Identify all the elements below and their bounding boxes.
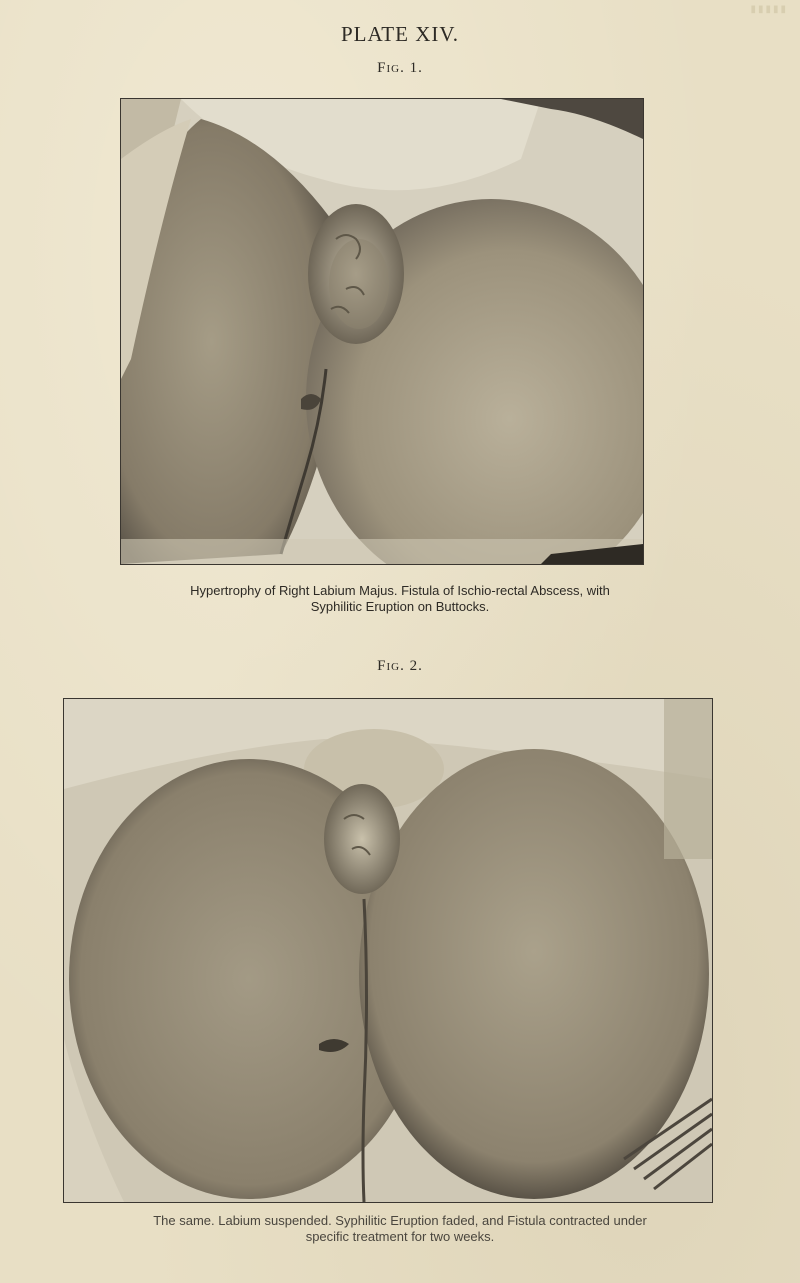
figure-2-caption-line-1: The same. Labium suspended. Syphilitic Eruption faded, and Fistula contracted under: [153, 1213, 647, 1228]
figure-2-label: Fig. 2.: [377, 658, 423, 674]
figure-1-caption: [0, 583, 800, 615]
figure-2-caption: [0, 1213, 800, 1245]
figure-1-caption-line-2: Syphilitic Eruption on Buttocks.: [310, 599, 490, 614]
figure-2-photograph: [63, 698, 713, 1203]
figure-2-caption-line-2: specific treatment for two weeks.: [305, 1229, 495, 1244]
figure-1-photo-render: [121, 99, 643, 564]
figure-1-photograph: [120, 98, 644, 565]
figure-1-caption-line-1: Hypertrophy of Right Labium Majus. Fistula of Ischio-rectal Abscess, with: [190, 583, 610, 598]
library-stamp: ▮▮▮▮▮: [750, 4, 788, 15]
figure-2-photo-render: [64, 699, 712, 1202]
plate-title: PLATE XIV.: [340, 22, 460, 46]
figure-1-label: Fig. 1.: [377, 60, 423, 76]
